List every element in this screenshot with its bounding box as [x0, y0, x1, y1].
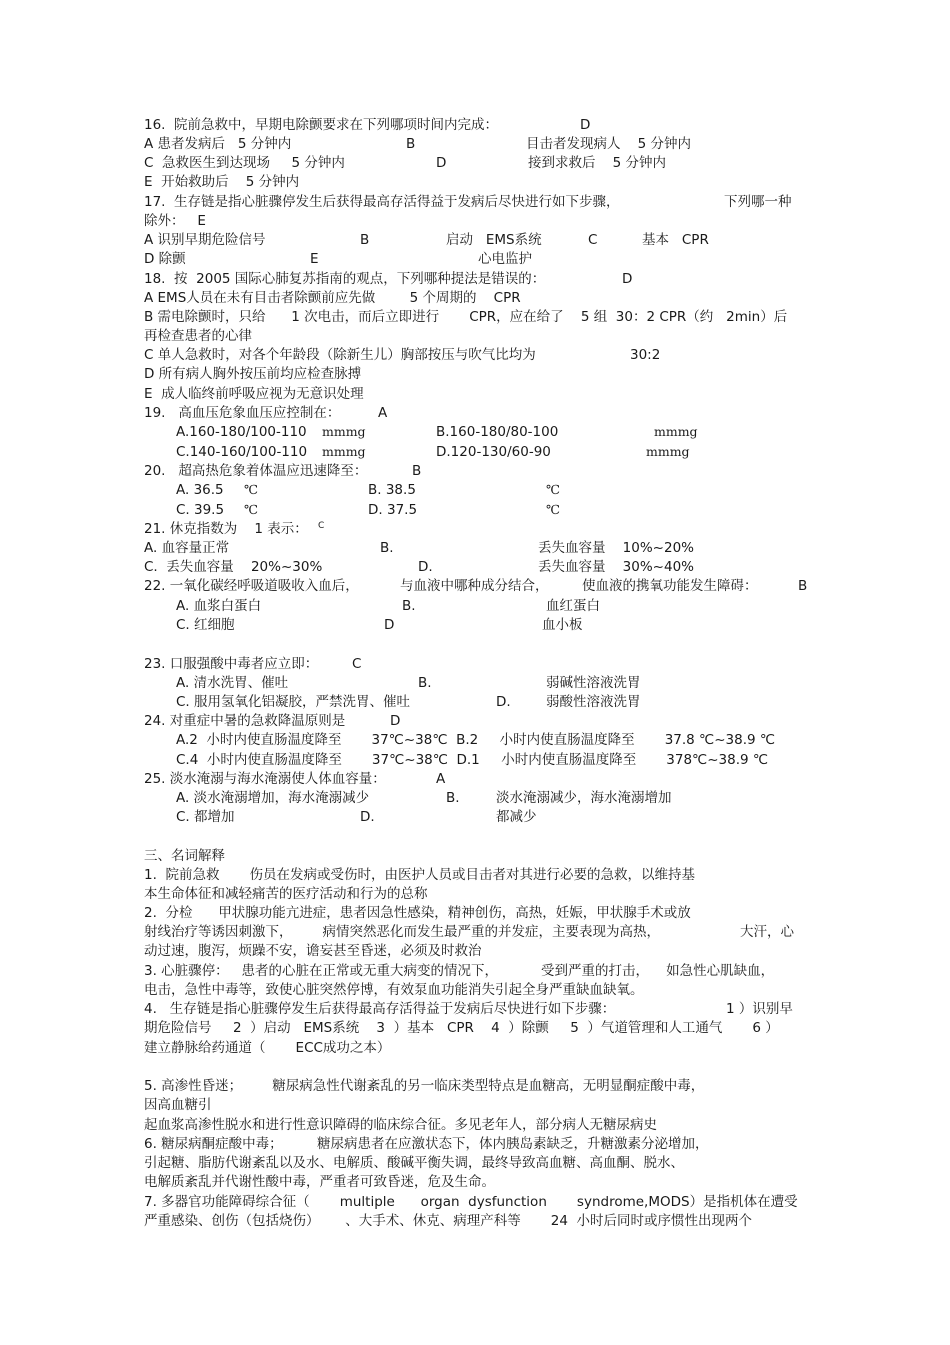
option-d-text: 丢失血容量 30%~40% — [538, 559, 694, 575]
option-b-text: 弱碱性溶液洗胃 — [546, 675, 641, 691]
option-d-label: D. — [418, 559, 433, 575]
question-18-answer: D — [622, 271, 633, 287]
unit: ℃ — [244, 482, 258, 497]
term-2: 2. 分检 甲状腺功能亢进症，患者因急性感染，精神创伤，高热，妊娠，甲状腺手术或放 — [144, 905, 691, 921]
term-2-continued-end: 大汗，心 — [740, 924, 794, 940]
option-d-text: 都减少 — [496, 809, 537, 825]
option-b-text: 淡水淹溺减少，海水淹溺增加 — [496, 790, 672, 806]
option-d-text: 弱酸性溶液洗胃 — [546, 694, 641, 710]
term-3-continued: 电击，急性中毒等，致使心脏突然停博，有效泵血功能消失引起全身严重缺血缺氧。 — [144, 982, 644, 998]
option-b: B. 38.5 — [368, 482, 416, 498]
term-7-continued: 严重感染、创伤（包括烧伤） 、大手术、休克、病理产科等 24 小时后同时或序惯性出现两个 — [144, 1213, 753, 1229]
option-b-label: B — [406, 136, 416, 152]
question-25-answer: A — [436, 771, 446, 787]
term-4-continued: 建立静脉给药通道（ ECC成功之本） — [144, 1040, 391, 1056]
option-d-label: D. — [496, 694, 511, 710]
option-b-text: 目击者发现病人 5 分钟内 — [526, 136, 692, 152]
option-c: C 单人急救时，对各个年龄段（除新生儿）胸部按压与吹气比均为 — [144, 347, 536, 363]
unit: mmmg — [322, 424, 366, 439]
question-18-stem: 18. 按 2005 国际心肺复苏指南的观点，下列哪种提法是错误的： — [144, 271, 546, 287]
question-24-stem: 24. 对重症中暑的急救降温原则是 — [144, 713, 346, 729]
option-d: D.120-130/60-90 — [436, 444, 551, 460]
question-22-answer: B — [798, 578, 808, 594]
term-2-continued: 射线治疗等诱因刺激下， 病情突然恶化而发生最严重的并发症，主要表现为高热， — [144, 924, 661, 940]
term-1: 1. 院前急救 伤员在发病或受伤时，由医护人员或目击者对其进行必要的急救，以维持基 — [144, 867, 696, 883]
option-a: A. 36.5 — [176, 482, 224, 498]
term-4: 4. 生存链是指心脏骤停发生后获得最高存活得益于发病后尽快进行如下步骤： — [144, 1001, 616, 1017]
question-17-answer: 除外： E — [144, 213, 206, 229]
question-16-stem: 16. 院前急救中，早期电除颤要求在下列哪项时间内完成： — [144, 117, 499, 133]
option-c-ratio: 30:2 — [630, 347, 661, 363]
section-heading: 三、名词解释 — [144, 848, 225, 864]
option-e-text: 心电监护 — [478, 251, 532, 267]
option-d-text: 接到求救后 5 分钟内 — [528, 155, 667, 171]
option-a: A. 淡水淹溺增加，海水淹溺减少 — [176, 790, 370, 806]
option-b-label: B. — [380, 540, 394, 556]
option-a: A. 血容量正常 — [144, 540, 230, 556]
option-a: A 识别早期危险信号 — [144, 232, 266, 248]
options-a-b: A.2 小时内使直肠温度降至 37℃~38℃ B.2 小时内使直肠温度降至 37.8 ℃~38.9 ℃ — [176, 732, 776, 748]
option-b-text: 启动 EMS系统 — [446, 232, 542, 248]
term-3: 3. 心脏骤停： 患者的心脏在正常或无重大病变的情况下， 受到严重的打击， 如急性心肌缺血， — [144, 963, 775, 979]
question-16-answer: D — [580, 117, 591, 133]
question-17-stem: 17. 生存链是指心脏骤停发生后获得最高存活得益于发病后尽快进行如下步骤， — [144, 194, 620, 210]
term-6-continued: 引起糖、脂肪代谢紊乱以及水、电解质、酸碱平衡失调，最终导致高血糖、高血酮、脱水、 — [144, 1155, 684, 1171]
option-e: E 成人临终前呼吸应视为无意识处理 — [144, 386, 364, 402]
question-22-stem-end: 使血液的携氧功能发生障碍： — [582, 578, 758, 594]
option-b-label: B. — [402, 598, 416, 614]
option-c: C. 丢失血容量 20%~30% — [144, 559, 323, 575]
question-24-answer: D — [390, 713, 401, 729]
option-b-label: B. — [446, 790, 460, 806]
term-6: 6. 糖尿病酮症酸中毒； 糖尿病患者在应激状态下，体内胰岛素缺乏，升糖激素分泌增加， — [144, 1136, 709, 1152]
option-c-text: 基本 CPR — [642, 232, 709, 248]
option-a: A 患者发病后 5 分钟内 — [144, 136, 292, 152]
option-a: A EMS人员在未有目击者除颤前应先做 5 个周期的 CPR — [144, 290, 521, 306]
option-c: C. 红细胞 — [176, 617, 235, 633]
option-c: C. 39.5 — [176, 502, 225, 518]
term-1-continued: 本生命体征和减轻痛苦的医疗活动和行为的总称 — [144, 886, 428, 902]
term-5: 5. 高渗性昏迷； 糖尿病急性代谢紊乱的另一临床类型特点是血糖高，无明显酮症酸中毒， — [144, 1078, 705, 1094]
option-b: B.160-180/80-100 — [436, 424, 559, 440]
question-19-answer: A — [378, 405, 388, 421]
option-d-text: 血小板 — [542, 617, 583, 633]
term-5-continued: 因高血糖引 — [144, 1097, 212, 1113]
option-d-label: D — [436, 155, 447, 171]
option-a: A. 清水洗胃、催吐 — [176, 675, 289, 691]
option-d: D. 37.5 — [368, 502, 418, 518]
unit: ℃ — [244, 502, 258, 517]
question-20-stem: 20. 超高热危象着体温应迅速降至： — [144, 463, 368, 479]
question-19-stem: 19. 高血压危象血压应控制在： — [144, 405, 341, 421]
option-c: C 急救医生到达现场 5 分钟内 — [144, 155, 345, 171]
option-b: B 需电除颤时，只给 1 次电击，而后立即进行 CPR，应在给了 5 组 30：2 CPR（约 2min）后 — [144, 309, 788, 325]
option-d-label: D — [384, 617, 395, 633]
option-c: C. 都增加 — [176, 809, 235, 825]
question-17-stem-end: 下列哪一种 — [724, 194, 792, 210]
unit: mmmg — [646, 444, 690, 459]
option-c-label: C — [588, 232, 598, 248]
term-2-continued: 动过速，腹泻，烦躁不安，谵妄甚至昏迷，必须及时救治 — [144, 943, 482, 959]
term-4-step-1: 1 ）识别早 — [726, 1001, 793, 1017]
question-23-answer: C — [352, 656, 362, 672]
unit: mmmg — [322, 444, 366, 459]
option-b-label: B. — [418, 675, 432, 691]
unit: ℃ — [546, 482, 560, 497]
question-25-stem: 25. 淡水淹溺与海水淹溺使人体血容量： — [144, 771, 386, 787]
option-d-label: D. — [360, 809, 375, 825]
unit: ℃ — [546, 502, 560, 517]
option-d: D 所有病人胸外按压前均应检查脉搏 — [144, 366, 362, 382]
term-4-continued: 期危险信号 2 ）启动 EMS系统 3 ）基本 CPR 4 ）除颤 5 ）气道管理和人工通气 6 ） — [144, 1020, 779, 1036]
question-22-stem: 22. 一氧化碳经呼吸道吸收入血后， — [144, 578, 359, 594]
option-e-label: E — [310, 251, 319, 267]
option-c: C. 服用氢氧化铝凝胶，严禁洗胃、催吐 — [176, 694, 411, 710]
option-d: D 除颤 — [144, 251, 186, 267]
question-20-answer: B — [412, 463, 422, 479]
question-21-answer: C — [318, 521, 325, 531]
option-e: E 开始救助后 5 分钟内 — [144, 174, 300, 190]
unit: mmmg — [654, 424, 698, 439]
term-5-continued: 起血浆高渗性脱水和进行性意识障碍的临床综合征。多见老年人，部分病人无糖尿病史 — [144, 1117, 657, 1133]
option-b-label: B — [360, 232, 370, 248]
option-a: A.160-180/100-110 — [176, 424, 307, 440]
term-7: 7. 多器官功能障碍综合征（ multiple organ dysfunction syndrome,MODS）是指机体在遭受 — [144, 1194, 798, 1210]
option-c: C.140-160/100-110 — [176, 444, 308, 460]
option-b-text: 丢失血容量 10%~20% — [538, 540, 694, 556]
question-23-stem: 23. 口服强酸中毒者应立即： — [144, 656, 319, 672]
question-22-stem-mid: 与血液中哪种成分结合， — [400, 578, 549, 594]
option-a: A. 血浆白蛋白 — [176, 598, 262, 614]
question-21-stem: 21. 休克指数为 1 表示： — [144, 521, 308, 537]
option-b-text: 血红蛋白 — [546, 598, 600, 614]
term-6-continued: 电解质紊乱并代谢性酸中毒，严重者可致昏迷，危及生命。 — [144, 1174, 495, 1190]
options-c-d: C.4 小时内使直肠温度降至 37℃~38℃ D.1 小时内使直肠温度降至 378℃~38.9 ℃ — [176, 752, 769, 768]
option-b-continued: 再检查患者的心律 — [144, 328, 252, 344]
